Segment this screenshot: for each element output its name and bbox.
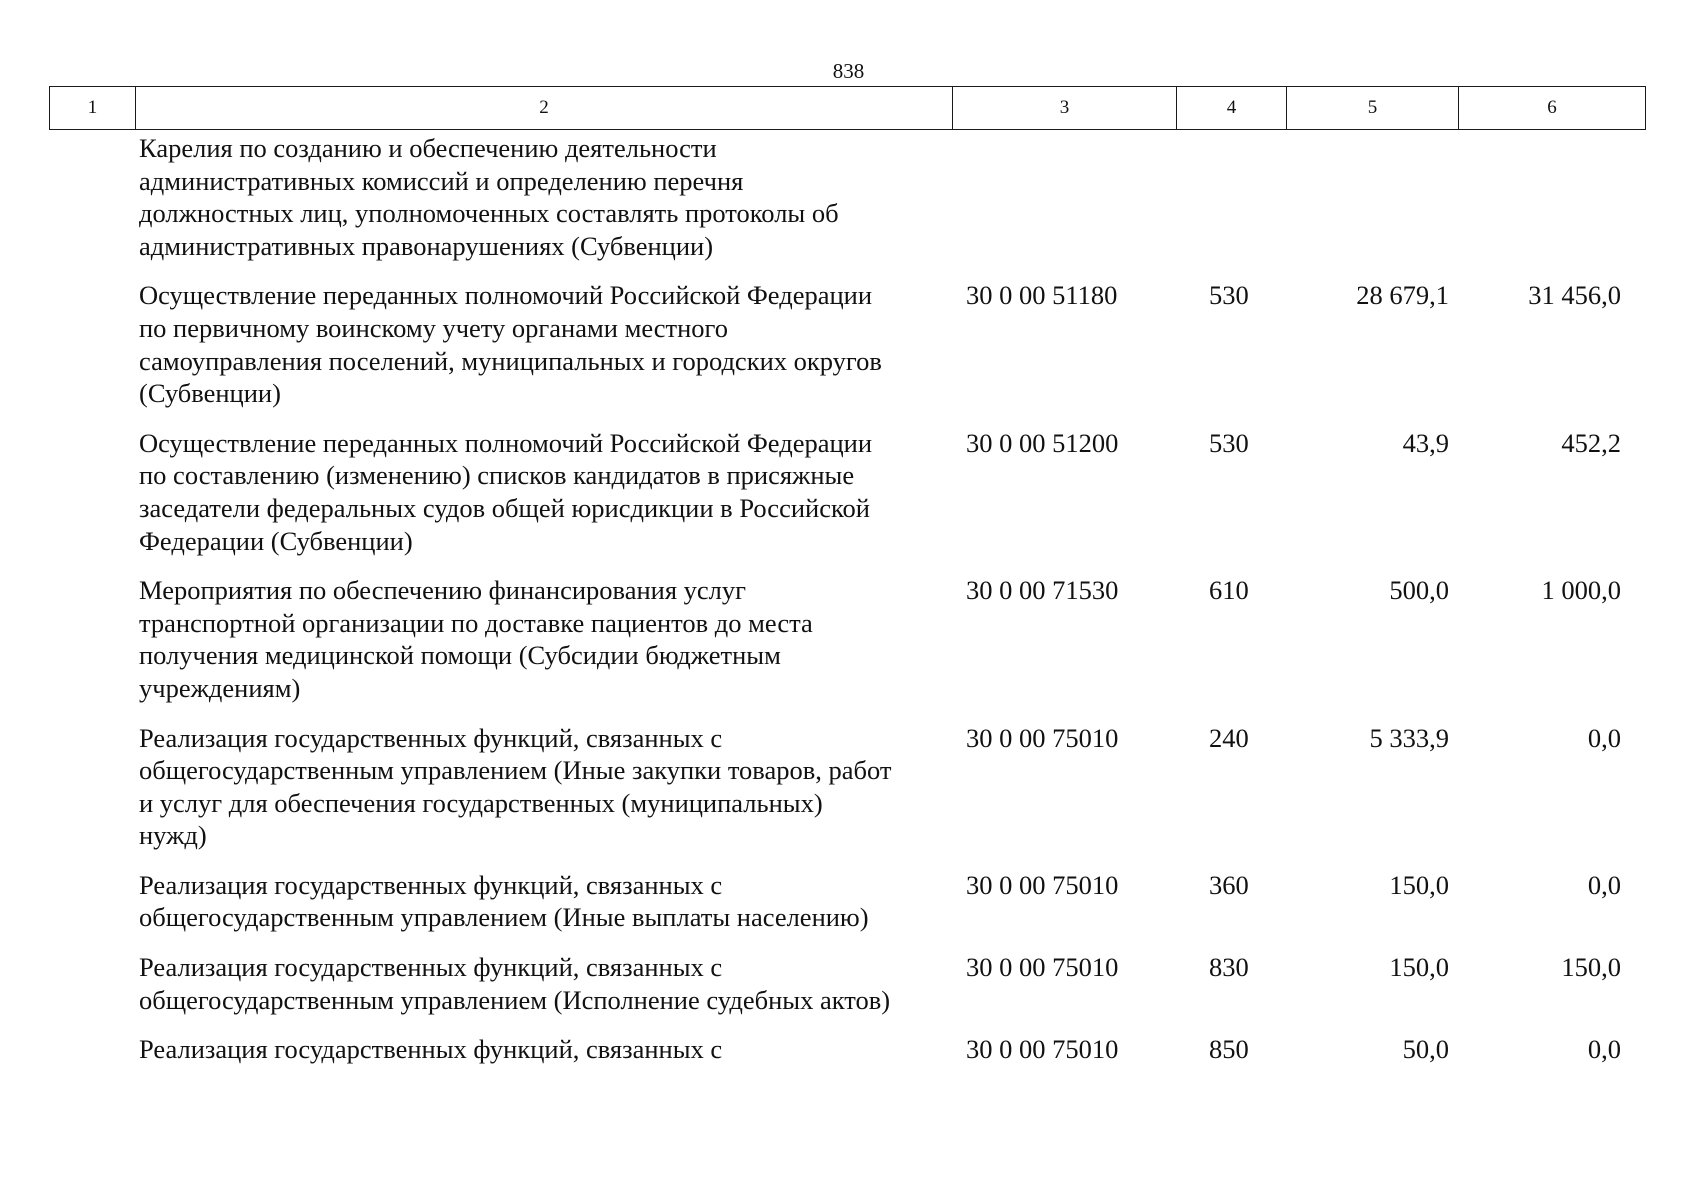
row-type — [1176, 132, 1286, 262]
table-row — [49, 722, 1645, 852]
description-line: заседатели федеральных судов общей юрисдикции в Российской — [139, 492, 870, 523]
row-description — [135, 427, 952, 557]
row-amount-6: 0,0 — [1587, 1034, 1621, 1065]
row-description — [135, 574, 952, 704]
row-type: 850 — [1209, 1034, 1249, 1065]
row-index-cell — [49, 427, 135, 557]
description-line: административных комиссий и определению перечня — [139, 165, 744, 196]
row-type: 360 — [1209, 869, 1249, 900]
row-code: 30 0 00 75010 — [966, 869, 1119, 900]
column-header-1: 1 — [50, 87, 136, 130]
description-line: по первичному воинскому учету органами местного — [139, 312, 728, 343]
table-row — [49, 279, 1645, 409]
row-amount-6: 0,0 — [1587, 869, 1621, 900]
column-header-2: 2 — [136, 87, 953, 130]
row-amount-6: 31 456,0 — [1528, 280, 1621, 311]
description-line: получения медицинской помощи (Субсидии бюджетным — [139, 640, 781, 671]
row-code: 30 0 00 75010 — [966, 1034, 1119, 1065]
row-index-cell — [49, 279, 135, 409]
row-index-cell — [49, 1033, 135, 1066]
row-amount-5: 28 679,1 — [1356, 280, 1449, 311]
row-amount-6: 452,2 — [1561, 427, 1621, 458]
row-amount-6: 150,0 — [1561, 952, 1621, 983]
row-amount-6: 0,0 — [1587, 722, 1621, 753]
description-line: Реализация государственных функций, связанных с — [139, 952, 723, 983]
table-row — [49, 574, 1645, 704]
row-amount-6: 1 000,0 — [1541, 575, 1621, 606]
row-description — [135, 722, 952, 852]
description-line: и услуг для обеспечения государственных (муниципальных) — [139, 787, 823, 818]
description-line: Федерации (Субвенции) — [139, 525, 413, 556]
table-row — [49, 427, 1645, 557]
row-code: 30 0 00 51180 — [966, 280, 1118, 311]
row-description — [135, 869, 952, 934]
row-description — [135, 132, 952, 262]
row-code: 30 0 00 75010 — [966, 952, 1119, 983]
column-header-6: 6 — [1459, 87, 1646, 130]
table-row — [49, 1033, 1645, 1066]
row-amount-5: 500,0 — [1389, 575, 1449, 606]
row-type: 830 — [1209, 952, 1249, 983]
budget-table-body — [49, 132, 1645, 1066]
row-type: 530 — [1209, 427, 1249, 458]
description-line: Карелия по созданию и обеспечению деятельности — [139, 133, 717, 163]
row-type: 530 — [1209, 280, 1249, 311]
description-line: общегосударственным управлением (Иные закупки товаров, работ — [139, 755, 892, 786]
description-line: учреждениям) — [139, 672, 301, 703]
description-line: Реализация государственных функций, связанных с — [139, 1034, 723, 1065]
row-amount-5 — [1286, 132, 1458, 262]
row-amount-5: 50,0 — [1402, 1034, 1449, 1065]
column-header-table — [49, 86, 1646, 130]
description-line: должностных лиц, уполномоченных составлять протоколы об — [139, 198, 839, 229]
row-index-cell — [49, 132, 135, 262]
row-description — [135, 279, 952, 409]
description-line: Реализация государственных функций, связанных с — [139, 722, 723, 753]
page-number: 838 — [832, 59, 865, 83]
description-line: по составлению (изменению) списков кандидатов в присяжные — [139, 460, 855, 491]
description-line: транспортной организации по доставке пациентов до места — [139, 607, 813, 638]
row-description — [135, 951, 952, 1016]
row-code: 30 0 00 71530 — [966, 575, 1119, 606]
column-header-3: 3 — [953, 87, 1177, 130]
row-index-cell — [49, 951, 135, 1016]
description-line: нужд) — [139, 820, 207, 851]
column-header-4: 4 — [1177, 87, 1287, 130]
row-amount-5: 5 333,9 — [1369, 722, 1449, 753]
row-type: 610 — [1209, 575, 1249, 606]
description-line: Осуществление переданных полномочий Российской Федерации — [139, 427, 873, 458]
row-index-cell — [49, 869, 135, 934]
table-row — [49, 132, 1645, 262]
row-amount-5: 43,9 — [1402, 427, 1449, 458]
description-line: административных правонарушениях (Субвенции) — [139, 230, 714, 261]
row-amount-6 — [1458, 132, 1630, 262]
row-type: 240 — [1209, 722, 1249, 753]
description-line: самоуправления поселений, муниципальных и городских округов — [139, 345, 882, 376]
row-amount-5: 150,0 — [1389, 869, 1449, 900]
row-amount-5: 150,0 — [1389, 952, 1449, 983]
row-description — [135, 1033, 952, 1066]
column-header-5: 5 — [1287, 87, 1459, 130]
description-line: Мероприятия по обеспечению финансирования услуг — [139, 575, 747, 606]
description-line: Осуществление переданных полномочий Российской Федерации — [139, 280, 873, 311]
row-index-cell — [49, 722, 135, 852]
table-row — [49, 869, 1645, 934]
description-line: общегосударственным управлением (Исполнение судебных актов) — [139, 984, 891, 1015]
column-header-row — [50, 87, 1646, 130]
table-row — [49, 951, 1645, 1016]
description-line: (Субвенции) — [139, 378, 281, 409]
row-code: 30 0 00 51200 — [966, 427, 1119, 458]
row-code — [952, 132, 1176, 262]
description-line: общегосударственным управлением (Иные выплаты населению) — [139, 902, 869, 933]
row-index-cell — [49, 574, 135, 704]
description-line: Реализация государственных функций, связанных с — [139, 869, 723, 900]
row-code: 30 0 00 75010 — [966, 722, 1119, 753]
